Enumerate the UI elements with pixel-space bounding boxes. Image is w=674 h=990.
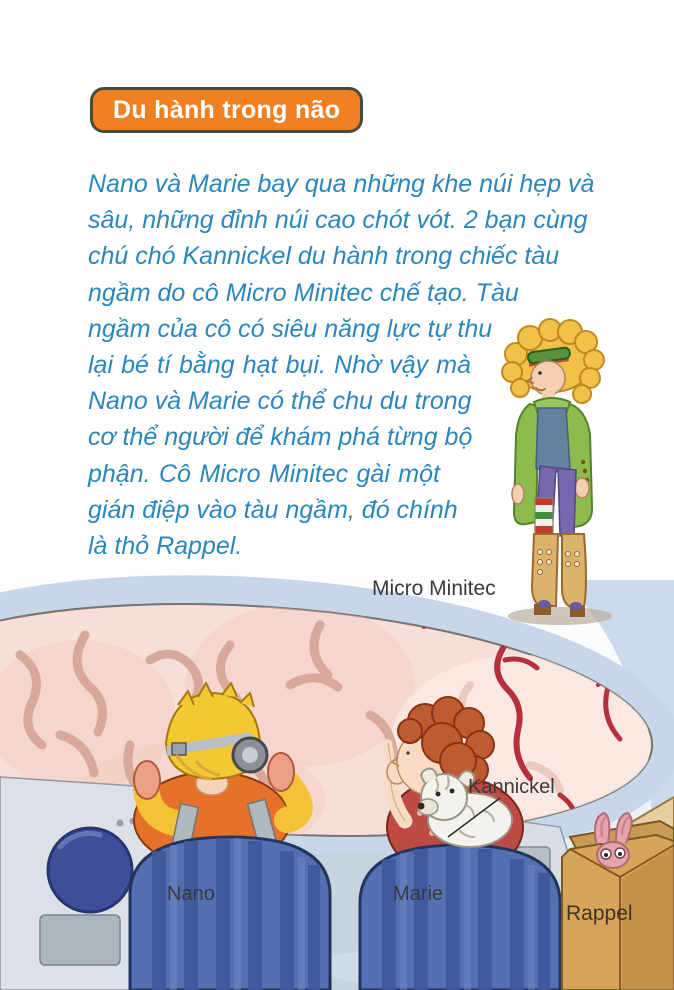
story-paragraph xyxy=(88,166,595,564)
brain-cockpit-illustration xyxy=(0,565,674,990)
chapter-title-badge: Du hành trong não xyxy=(90,87,363,133)
story-line: ngầm do cô Micro Minitec chế tạo. Tàu xyxy=(88,278,519,307)
story-line: chú chó Kannickel du hành trong chiếc tàu xyxy=(88,242,560,271)
story-line: ngầm của cô có siêu năng lực tự thu xyxy=(88,314,493,343)
story-line: Nano và Marie bay qua những khe núi hẹp và xyxy=(88,170,595,198)
micro-minitec-illustration xyxy=(478,316,648,628)
story-line: cơ thể người để khám phá từng bộ xyxy=(88,423,473,452)
striped-sock xyxy=(535,498,553,536)
nano-seat xyxy=(130,837,330,990)
story-line: lại bé tí bằng hạt bụi. Nhờ vậy mà xyxy=(88,351,471,380)
micro-minitec-label: Micro Minitec xyxy=(372,577,496,600)
minitec-legs xyxy=(535,466,576,536)
rappel-label: Rappel xyxy=(566,902,633,925)
story-line: Nano và Marie có thể chu du trong xyxy=(88,387,472,416)
kannickel-label: Kannickel xyxy=(468,776,555,798)
marie-label: Marie xyxy=(393,883,444,905)
story-line: là thỏ Rappel. xyxy=(88,532,243,561)
marie-seat xyxy=(360,845,560,990)
minitec-top xyxy=(536,408,570,472)
story-line: phận. Cô Micro Minitec gài một xyxy=(88,459,440,488)
shadow xyxy=(508,607,612,625)
minitec-face xyxy=(531,361,565,395)
nano-label: Nano xyxy=(167,883,215,905)
minitec-boots xyxy=(532,534,586,617)
story-line: sâu, những đỉnh núi cao chót vót. 2 bạn cùng xyxy=(88,206,588,235)
story-line: gián điệp vào tàu ngầm, đó chính xyxy=(88,495,458,524)
